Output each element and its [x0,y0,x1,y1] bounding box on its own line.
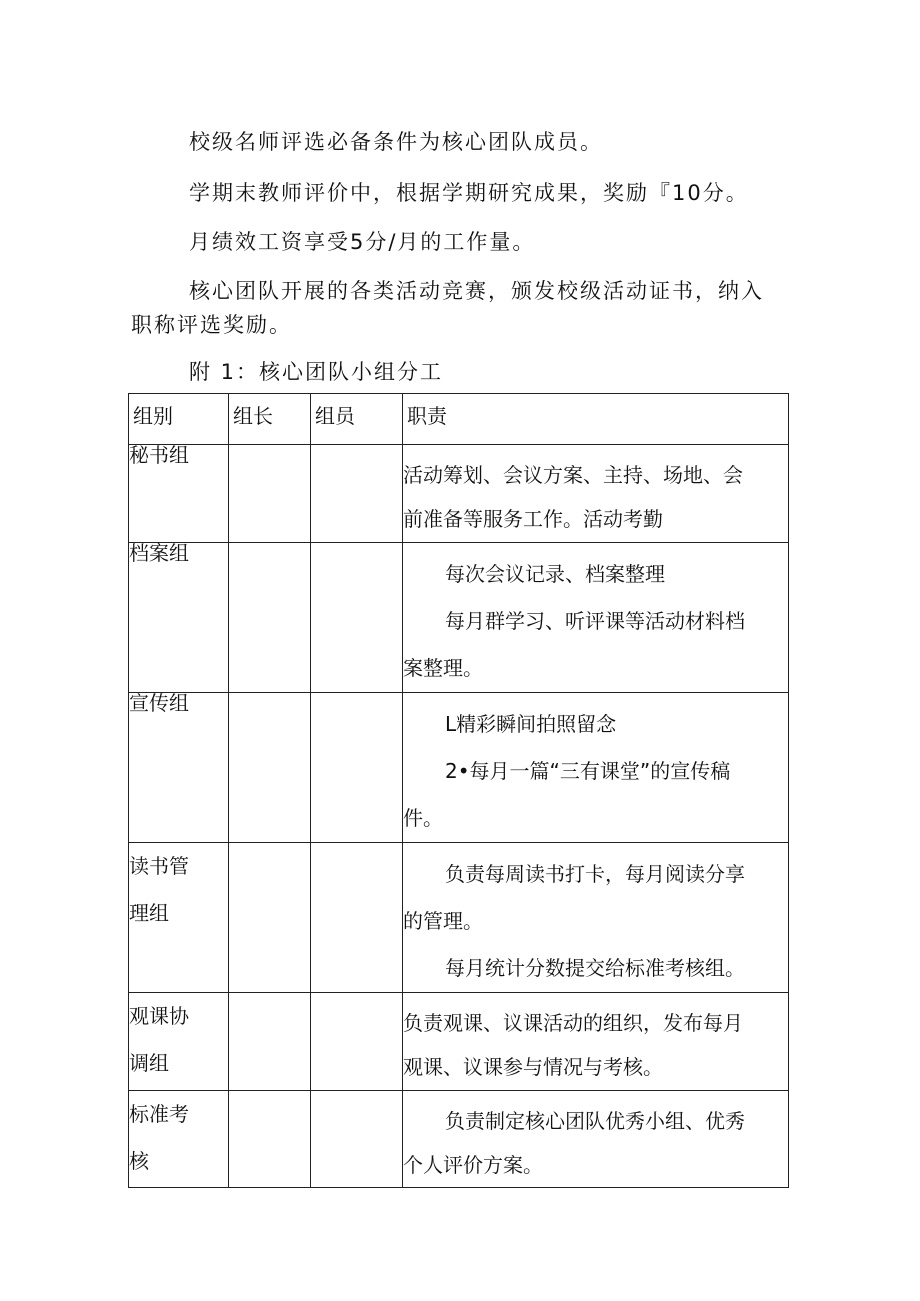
duty-line: 每月统计分数提交给标准考核组。 [445,956,745,980]
group-members [311,693,403,843]
paragraph-3: 月绩效工资享受5分/月的工作量。 [189,230,536,254]
group-members [311,445,403,543]
group-leader [229,843,311,993]
table-header-row [129,394,789,445]
paragraph-4-line-1: 核心团队开展的各类活动竞赛，颁发校级活动证书，纳入 [189,279,764,303]
duty-line: 负责制定核心团队优秀小组、优秀 [445,1109,745,1133]
duty-line: 的管理。 [403,909,483,933]
group-members [311,843,403,993]
group-members [311,993,403,1091]
table-row [129,993,789,1091]
group-duty [403,693,789,843]
duty-line: 个人评价方案。 [403,1153,543,1177]
group-duty-table [128,393,789,1188]
group-name: 标准考 核 [129,1091,229,1188]
duty-line: 每次会议记录、档案整理 [445,562,665,586]
duty-line: 负责每周读书打卡，每月阅读分享 [445,862,745,886]
group-name: 观课协 调组 [129,993,229,1091]
duty-line: 2•每月一篇“三有课堂”的宣传稿 [445,759,731,783]
header-duty: 职责 [403,394,789,445]
group-duty [403,993,789,1091]
duty-line: 负责观课、议课活动的组织，发布每月 [403,1011,743,1035]
duty-line: 每月群学习、听评课等活动材料档 [445,609,745,633]
duty-line: 前准备等服务工作。活动考勤 [403,507,663,531]
table-row [129,843,789,993]
header-members: 组员 [311,394,403,445]
table-row [129,445,789,543]
group-leader [229,543,311,693]
group-members [311,1091,403,1188]
group-name: 档案组 [129,543,229,693]
group-leader [229,445,311,543]
table-row [129,693,789,843]
group-duty [403,843,789,993]
group-name: 秘书组 [129,445,229,543]
duty-line: 件。 [403,806,443,830]
group-duty [403,1091,789,1188]
group-name: 读书管 理组 [129,843,229,993]
group-duty [403,543,789,693]
group-duty [403,445,789,543]
table-row [129,543,789,693]
duty-line: L精彩瞬间拍照留念 [445,712,617,736]
group-members [311,543,403,693]
duty-line: 案整理。 [403,656,483,680]
table-caption: 附 1：核心团队小组分工 [189,360,444,384]
group-name: 宣传组 [129,693,229,843]
header-group: 组别 [129,394,229,445]
group-leader [229,693,311,843]
duty-line: 活动筹划、会议方案、主持、场地、会 [403,463,743,487]
paragraph-2: 学期末教师评价中，根据学期研究成果，奖励『10分。 [189,181,749,205]
group-leader [229,993,311,1091]
duty-line: 观课、议课参与情况与考核。 [403,1055,663,1079]
paragraph-1: 校级名师评选必备条件为核心团队成员。 [189,130,603,154]
group-leader [229,1091,311,1188]
paragraph-4-line-2: 职称评选奖励。 [131,313,292,337]
header-leader: 组长 [229,394,311,445]
table-row [129,1091,789,1188]
